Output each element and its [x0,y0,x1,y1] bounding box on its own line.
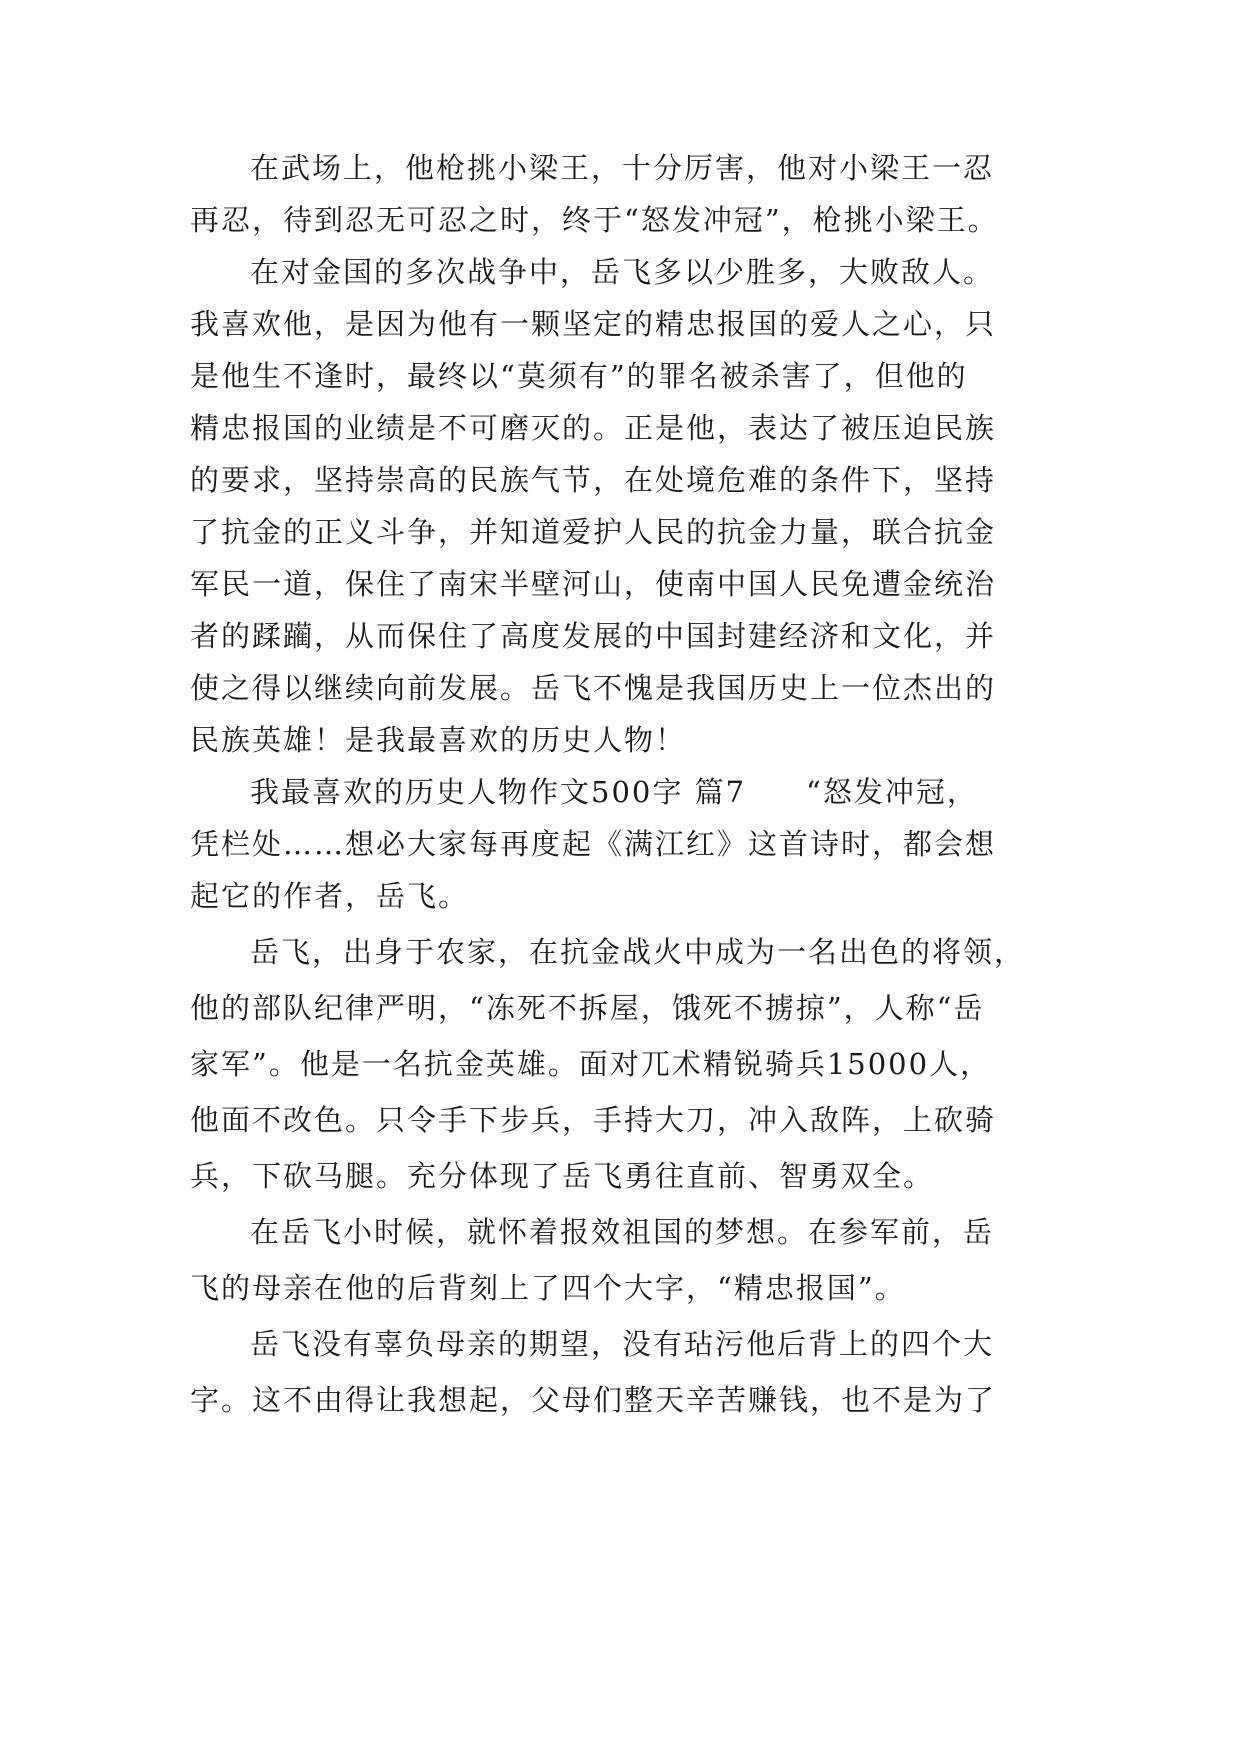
text-line: 在岳飞小时候，就怀着报效祖国的梦想。在参军前，岳 [250,1215,995,1249]
text-line: 者的蹂躏，从而保住了高度发展的中国封建经济和文化，并 [190,619,997,653]
text-line: 他面不改色。只令手下步兵，手持大刀，冲入敌阵，上砍骑 [190,1103,997,1137]
text-line: 在对金国的多次战争中，岳飞多以少胜多，大败敌人。 [250,255,995,289]
text-line: 字。这不由得让我想起，父母们整天辛苦赚钱，也不是为了 [190,1383,997,1417]
text-line: 家军”。他是一名抗金英雄。面对兀术精锐骑兵15000人， [190,1047,992,1081]
section-heading-line [250,772,1060,812]
text-line: 飞的母亲在他的后背刻上了四个大字，“精忠报国”。 [190,1271,906,1305]
text-line: 民族英雄！是我最喜欢的历史人物！ [190,723,687,757]
text-line: 在武场上，他枪挑小梁王，十分厉害，他对小梁王一忍 [250,151,995,185]
text-line: 我喜欢他，是因为他有一颗坚定的精忠报国的爱人之心，只 [190,307,997,341]
section-heading: 我最喜欢的历史人物作文500字 篇7 [250,775,747,809]
poem-opening: “怒发冲冠， [806,775,978,809]
text-line: 凭栏处……想必大家每再度起《满江红》这首诗时，都会想 [190,827,997,861]
text-line: 再忍，待到忍无可忍之时，终于“怒发冲冠”，枪挑小梁王。 [190,203,999,237]
text-line: 兵，下砍马腿。充分体现了岳飞勇往直前、智勇双全。 [190,1159,935,1193]
text-line: 的要求，坚持崇高的民族气节，在处境危难的条件下，坚持 [190,463,997,497]
text-line: 精忠报国的业绩是不可磨灭的。正是他，表达了被压迫民族 [190,411,997,445]
text-line: 使之得以继续向前发展。岳飞不愧是我国历史上一位杰出的 [190,671,997,705]
text-line: 岳飞，出身于农家，在抗金战火中成为一名出色的将领， [250,935,1026,969]
text-line: 岳飞没有辜负母亲的期望，没有玷污他后背上的四个大 [250,1327,995,1361]
text-line: 起它的作者，岳飞。 [190,879,470,913]
text-line: 是他生不逢时，最终以“莫须有”的罪名被杀害了，但他的 [190,359,968,393]
text-line: 他的部队纪律严明，“冻死不拆屋，饿死不掳掠”，人称“岳 [190,991,985,1025]
text-line: 军民一道，保住了南宋半壁河山，使南中国人民免遭金统治 [190,567,997,601]
text-line: 了抗金的正义斗争，并知道爱护人民的抗金力量，联合抗金 [190,515,997,549]
